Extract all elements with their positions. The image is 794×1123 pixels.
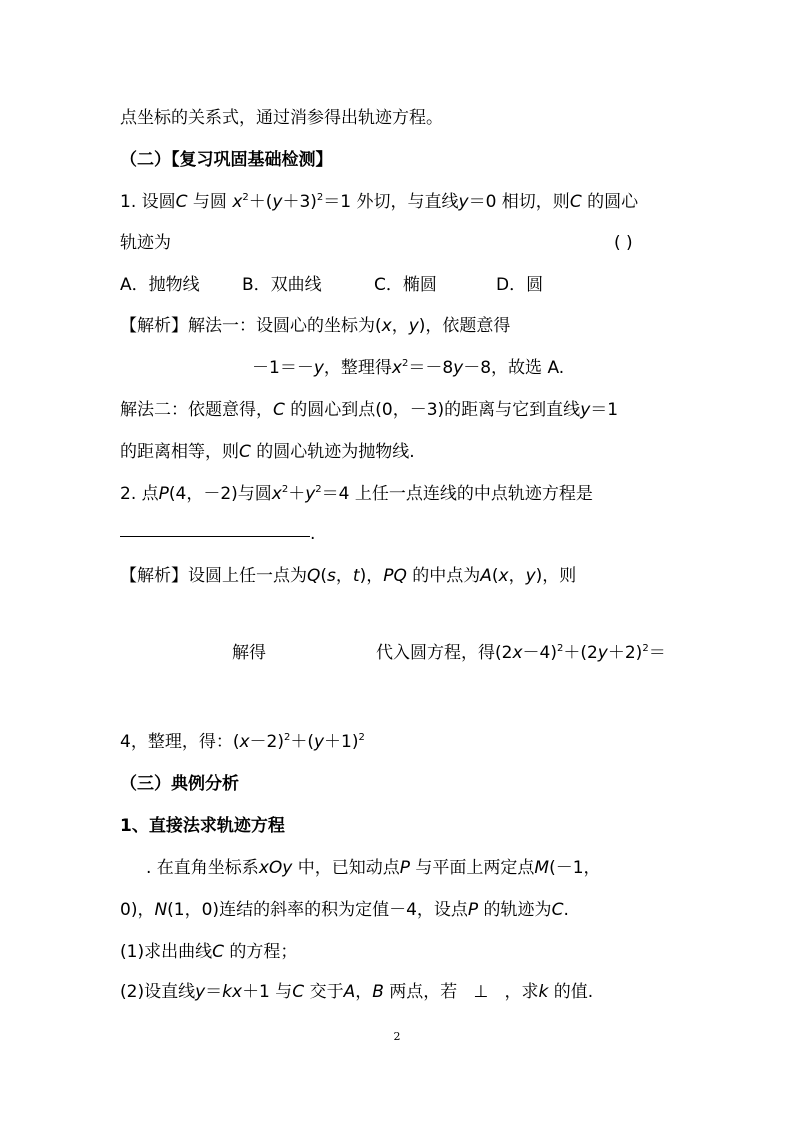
subsection-heading-1: 1、直接法求轨迹方程 [120, 816, 285, 836]
question-1-line-1: 1. 设圆C 与圆 $x^2+(y+3)^2=1$ 外切，与直线y＝0 相切，则C 的圆心 [120, 192, 639, 212]
question-1-line-2: 轨迹为 [120, 233, 171, 253]
solution-3-line-1: 【解析】设圆上任一点为Q(s，t)，PQ 的中点为A(x，y)，则 [120, 566, 577, 586]
section-heading-2: （二）【复习巩固基础检测】 [120, 150, 333, 170]
example-part-2: (2)设直线y＝kx＋1 与C 交于A，B 两点，若 ⊥ ，求k 的值. [120, 982, 594, 1002]
solution-3-substitute: 代入圆方程，得$(2x-4)^2+(2y+2)^2=$ [376, 643, 666, 663]
answer-blank [120, 526, 310, 537]
solution-3-solve: 解得 [232, 643, 266, 663]
answer-paren: ( ) [614, 233, 633, 253]
section-heading-3: （三）典例分析 [120, 774, 239, 794]
example-line-2: 0)，N(1，0)连结的斜率的积为定值－4，设点P 的轨迹为C. [120, 900, 569, 920]
page-number: 2 [393, 1030, 401, 1043]
option-d: D．圆 [496, 275, 544, 295]
option-c: C．椭圆 [374, 275, 437, 295]
solution-1-line-1: 【解析】解法一：设圆心的坐标为(x，y)，依题意得 [120, 316, 511, 336]
solution-3-result: 4，整理，得：$(x-2)^2+(y+1)^2$ [120, 732, 365, 752]
question-2-end: . [310, 524, 316, 544]
solution-2-line-1: 解法二：依题意得，C 的圆心到点(0，－3)的距离与它到直线y＝1 [120, 400, 619, 420]
text-line-1: 点坐标的关系式，通过消参得出轨迹方程。 [120, 108, 443, 128]
solution-2-line-2: 的距离相等，则C 的圆心轨迹为抛物线. [120, 442, 415, 462]
option-a: A．抛物线 [120, 275, 200, 295]
example-part-1: (1)求出曲线C 的方程； [120, 942, 298, 962]
option-b: B．双曲线 [242, 275, 322, 295]
question-2-line-1: 2. 点P(4，－2)与圆$x^2+y^2=4$ 上任一点连线的中点轨迹方程是 [120, 484, 593, 504]
example-line-1: . 在直角坐标系xOy 中，已知动点P 与平面上两定点M(－1， [146, 858, 601, 878]
solution-1-line-2: －1＝－y，整理得$x^2=-8y-8$，故选 A. [252, 358, 565, 378]
